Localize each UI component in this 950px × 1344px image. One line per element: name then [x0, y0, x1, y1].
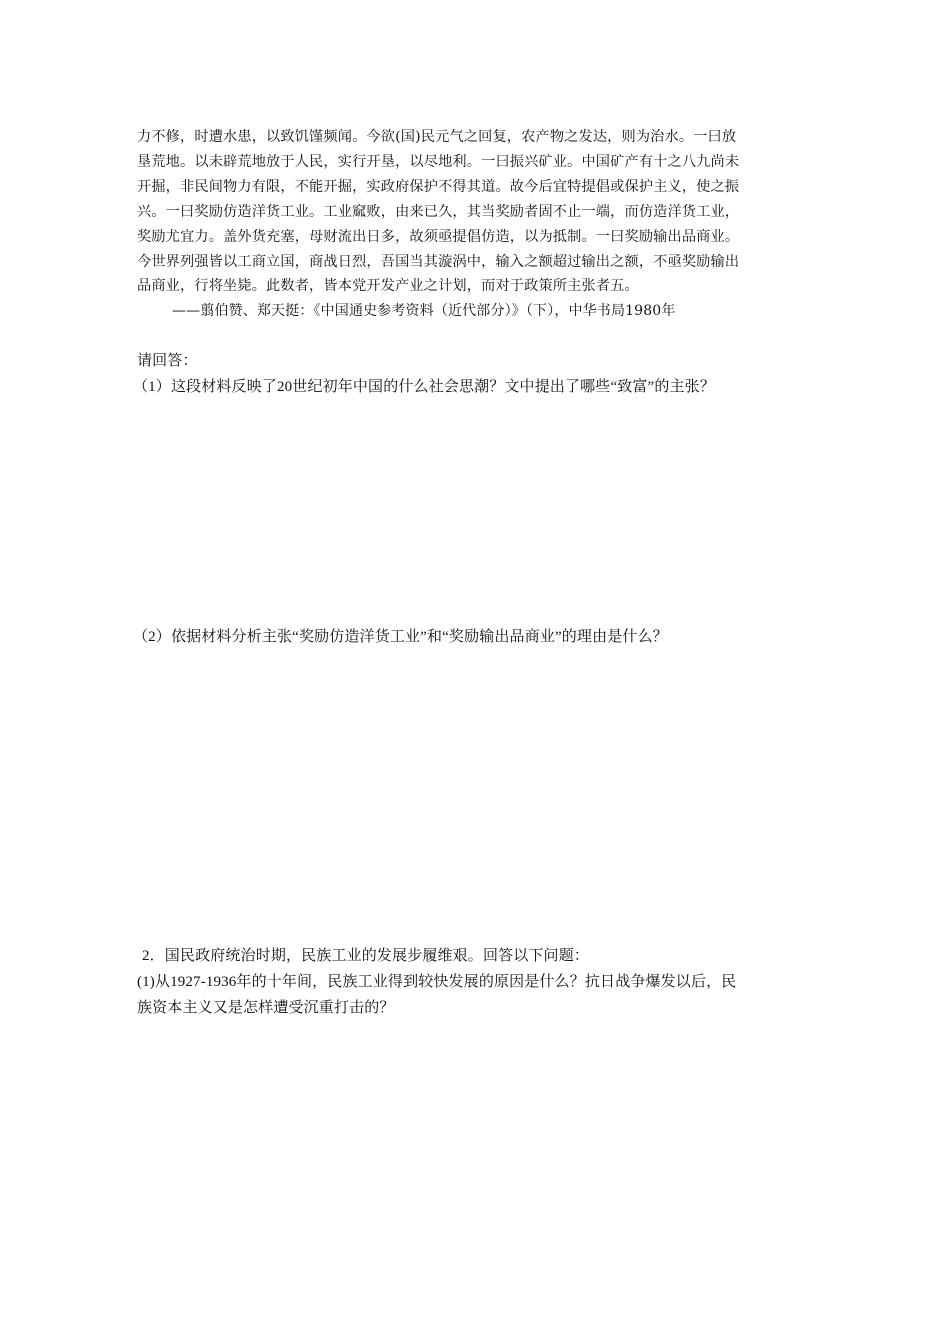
problem-2-question-line-2: 族资本主义又是怎样遭受沉重打击的？ — [137, 1000, 395, 1016]
material-line-2: 垦荒地。以未辟荒地放于人民，实行开垦，以尽地利。一曰振兴矿业。中国矿产有十之八九尚未 — [137, 154, 740, 170]
problem-2-heading: 2．国民政府统治时期，民族工业的发展步履维艰。回答以下问题： — [142, 948, 590, 964]
material-line-7: 品商业，行将坐毙。此数者，皆本党开发产业之计划，而对于政策所主张者五。 — [137, 278, 639, 294]
problem-2-question-line-1: (1)从1927-1936年的十年间，民族工业得到较快发展的原因是什么？抗日战争爆发以后，民 — [137, 974, 737, 990]
answer-prompt: 请回答： — [137, 353, 198, 369]
material-line-6: 今世界列强皆以工商立国，商战日烈，吾国当其漩涡中，输入之额超过输出之额，不亟奖励输出 — [137, 254, 740, 270]
material-source: ——翦伯赞、郑天挺：《中国通史参考资料（近代部分）》（下），中华书局1980年 — [172, 303, 676, 319]
question-2: （2）依据材料分析主张“奖励仿造洋货工业”和“奖励输出品商业”的理由是什么？ — [133, 629, 668, 645]
material-line-1: 力不修，时遭水患，以致饥馑频闻。今欲(国)民元气之回复，农产物之发达，则为治水。一曰放 — [137, 129, 737, 145]
material-line-4: 兴。一曰奖励仿造洋货工业。工业窳败，由来已久，其当奖励者固不止一端，而仿造洋货工业， — [137, 204, 740, 220]
material-line-3: 开掘，非民间物力有限，不能开掘，实政府保护不得其道。故今后宜特提倡或保护主义，使之振 — [137, 179, 740, 195]
question-1: （1）这段材料反映了20世纪初年中国的什么社会思潮？文中提出了哪些“致富”的主张？ — [133, 379, 715, 395]
material-line-5: 奖励尤宜力。盖外货充塞，母财流出日多，故须亟提倡仿造，以为抵制。一曰奖励输出品商业。 — [137, 229, 740, 245]
